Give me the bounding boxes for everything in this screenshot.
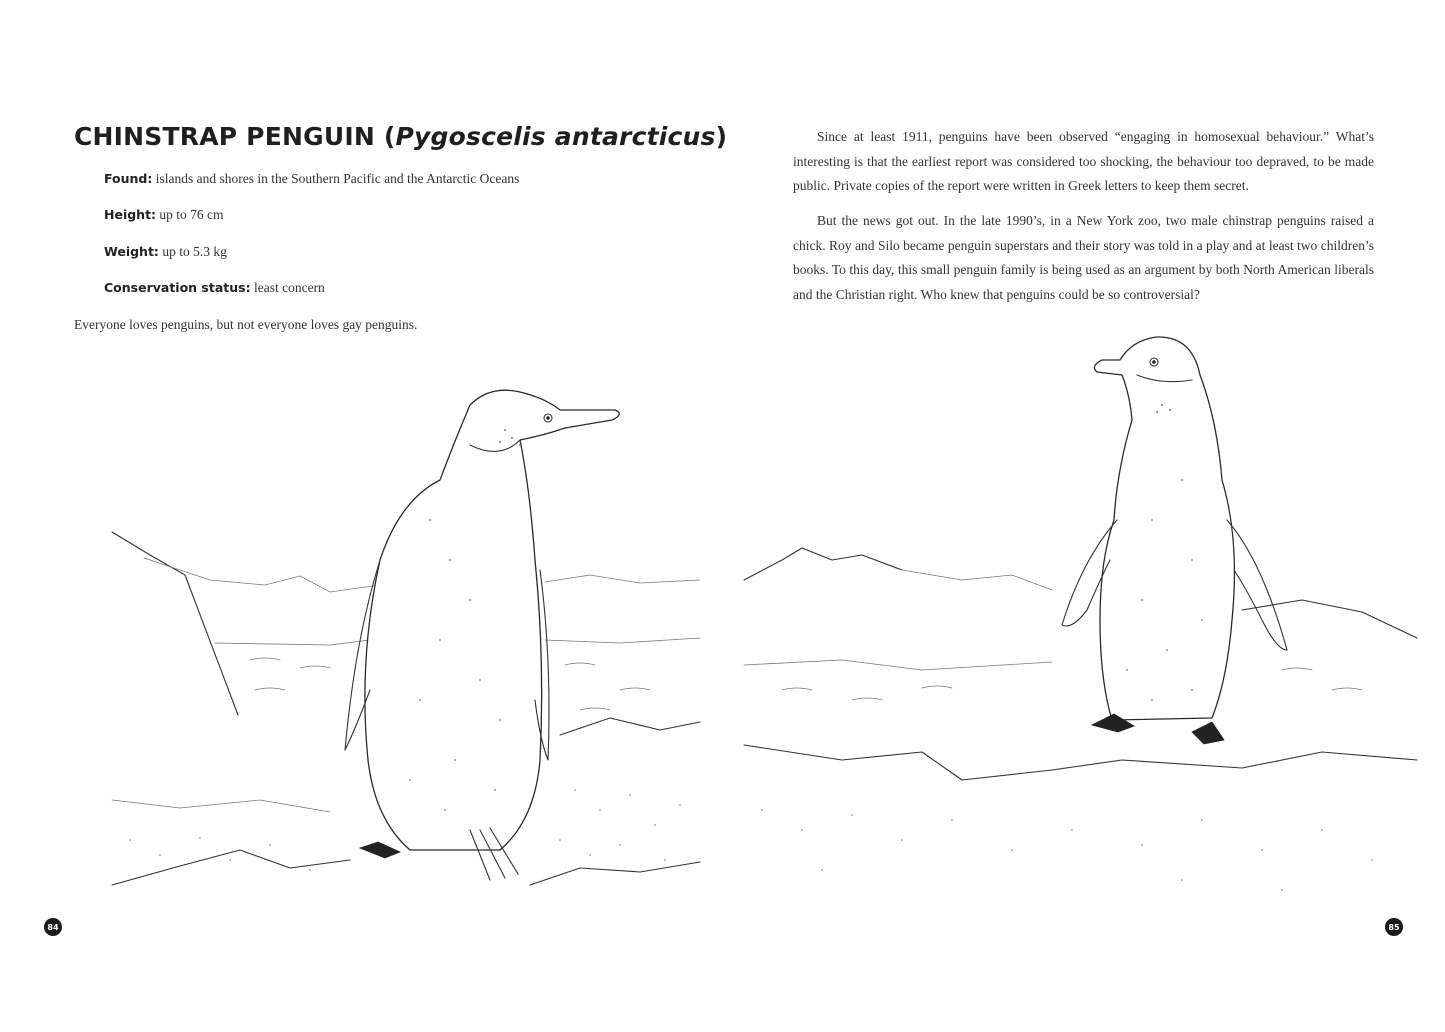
fact-label: Conservation status: — [104, 280, 251, 295]
right-landscape — [744, 548, 1417, 891]
fact-label: Found: — [104, 171, 153, 186]
common-name: CHINSTRAP PENGUIN — [74, 122, 375, 151]
right-penguin-illustration — [722, 0, 1445, 1032]
left-penguin — [345, 390, 619, 880]
fact-label: Weight: — [104, 244, 159, 259]
page-number-left: 84 — [44, 918, 62, 936]
paragraph-2: But the news got out. In the late 1990’s, in a New York zoo, two male chinstrap penguins raised a chick. Roy and Silo became penguin superstars and their story was told in a play and at least two children’s books. To this day, this small penguin family is being used as an argument by both North American liberals and the Christian right. Who knew that penguins could be so controversial? — [793, 213, 1374, 302]
scientific-name: Pygoscelis antarcticus — [395, 122, 716, 151]
ground-stipple — [761, 809, 1373, 891]
close-paren: ) — [715, 122, 728, 151]
open-paren: ( — [383, 122, 396, 151]
fact-value: up to 76 cm — [159, 207, 224, 222]
fact-value: islands and shores in the Southern Pacific and the Antarctic Oceans — [155, 171, 520, 186]
fact-label: Height: — [104, 207, 157, 222]
intro-text: Everyone loves penguins, but not everyone loves gay penguins. — [74, 317, 418, 332]
fact-value: up to 5.3 kg — [162, 244, 227, 259]
fact-value: least concern — [253, 280, 325, 295]
left-penguin-illustration — [0, 0, 722, 1032]
page-number-right: 85 — [1385, 918, 1403, 936]
paragraph-1: Since at least 1911, penguins have been observed “engaging in homosexual behaviour.” What’s interesting is that the earliest report was considered too shocking, the behaviour too depraved, to be made public. Private copies of the report were written in Greek letters to keep them secret. — [793, 129, 1374, 193]
right-penguin — [1062, 337, 1287, 744]
